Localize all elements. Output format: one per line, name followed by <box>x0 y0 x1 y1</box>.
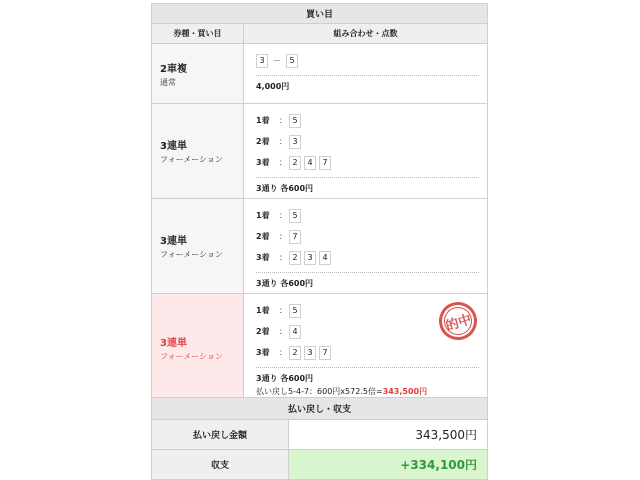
number-box: 4 <box>319 251 331 265</box>
number-box: 3 <box>256 54 268 68</box>
ticket-type-cell <box>152 44 244 104</box>
number-box: 5 <box>289 209 301 223</box>
bet-price: 4,000円 <box>256 82 290 91</box>
divider <box>256 367 479 368</box>
combo-line-2nd <box>256 131 479 152</box>
ticket-type-cell <box>152 104 244 199</box>
number-box: 5 <box>289 304 301 318</box>
bets-table <box>151 3 488 432</box>
position-label: 3着 <box>256 158 270 167</box>
ticket-type-name: 3連単 <box>160 337 187 349</box>
number-box: 7 <box>319 156 331 170</box>
ticket-type-cell <box>152 294 244 402</box>
position-label: 3着 <box>256 348 270 357</box>
number-box: 5 <box>286 54 298 68</box>
combo-cell <box>244 44 488 104</box>
position-label: 2着 <box>256 137 270 146</box>
payout-table <box>151 397 488 480</box>
combo-cell <box>244 294 488 402</box>
bets-panel <box>151 3 488 432</box>
number-box: 7 <box>289 230 301 244</box>
bet-row-hit <box>152 294 488 402</box>
combo-line-3rd <box>256 342 479 363</box>
number-box: 2 <box>289 251 301 265</box>
colon: ： <box>279 158 287 167</box>
combo-line-1st <box>256 110 479 131</box>
position-label: 1着 <box>256 211 270 220</box>
refund-label: 払い戻し金額 <box>152 420 289 450</box>
combo-line-3rd <box>256 152 479 173</box>
ticket-type-sub: フォーメーション <box>160 155 223 164</box>
payout-panel <box>151 397 488 480</box>
ticket-type-name: 3連単 <box>160 141 187 152</box>
colon: ： <box>279 306 287 315</box>
refund-row <box>152 420 488 450</box>
ticket-type-sub: フォーメーション <box>160 250 223 259</box>
bet-price: 3通り 各600円 <box>256 279 314 288</box>
dash: － <box>273 56 281 65</box>
position-label: 3着 <box>256 253 270 262</box>
number-box: 3 <box>289 135 301 149</box>
bets-title: 買い目 <box>152 4 488 24</box>
number-box: 7 <box>319 346 331 360</box>
bet-row <box>152 199 488 294</box>
hit-stamp-text: 的中 <box>443 311 474 335</box>
refund-formula: 払い戻し5-4-7：600円x572.5倍= <box>256 387 383 396</box>
bet-row <box>152 44 488 104</box>
col-header-type: 券種・買い目 <box>152 24 244 44</box>
number-box: 5 <box>289 114 301 128</box>
position-label: 1着 <box>256 116 270 125</box>
balance-row <box>152 450 488 480</box>
number-box: 2 <box>289 346 301 360</box>
position-label: 2着 <box>256 232 270 241</box>
colon: ： <box>279 232 287 241</box>
number-box: 4 <box>289 325 301 339</box>
payout-title: 払い戻し・収支 <box>152 398 488 420</box>
combo-cell <box>244 199 488 294</box>
number-box: 4 <box>304 156 316 170</box>
position-label: 2着 <box>256 327 270 336</box>
combo-line <box>256 50 479 71</box>
combo-line-2nd <box>256 226 479 247</box>
refund-line <box>256 386 479 397</box>
balance-value: +334,100円 <box>289 450 488 480</box>
refund-amount: 343,500円 <box>382 387 428 396</box>
combo-line-1st <box>256 205 479 226</box>
divider <box>256 177 479 178</box>
col-header-combo: 組み合わせ・点数 <box>244 24 488 44</box>
refund-value: 343,500円 <box>289 420 488 450</box>
colon: ： <box>279 253 287 262</box>
position-label: 1着 <box>256 306 270 315</box>
ticket-type-name: 3連単 <box>160 236 187 247</box>
colon: ： <box>279 137 287 146</box>
bet-price: 3通り 各600円 <box>256 374 314 383</box>
number-box: 3 <box>304 346 316 360</box>
combo-line-3rd <box>256 247 479 268</box>
bet-price: 3通り 各600円 <box>256 184 314 193</box>
ticket-type-name: 2車複 <box>160 63 187 75</box>
divider <box>256 75 479 76</box>
combo-cell <box>244 104 488 199</box>
ticket-type-sub: フォーメーション <box>160 351 223 361</box>
colon: ： <box>279 327 287 336</box>
number-box: 3 <box>304 251 316 265</box>
ticket-type-sub: 通常 <box>160 77 176 87</box>
colon: ： <box>279 211 287 220</box>
colon: ： <box>279 348 287 357</box>
bet-row <box>152 104 488 199</box>
balance-label: 収支 <box>152 450 289 480</box>
colon: ： <box>279 116 287 125</box>
divider <box>256 272 479 273</box>
number-box: 2 <box>289 156 301 170</box>
ticket-type-cell <box>152 199 244 294</box>
